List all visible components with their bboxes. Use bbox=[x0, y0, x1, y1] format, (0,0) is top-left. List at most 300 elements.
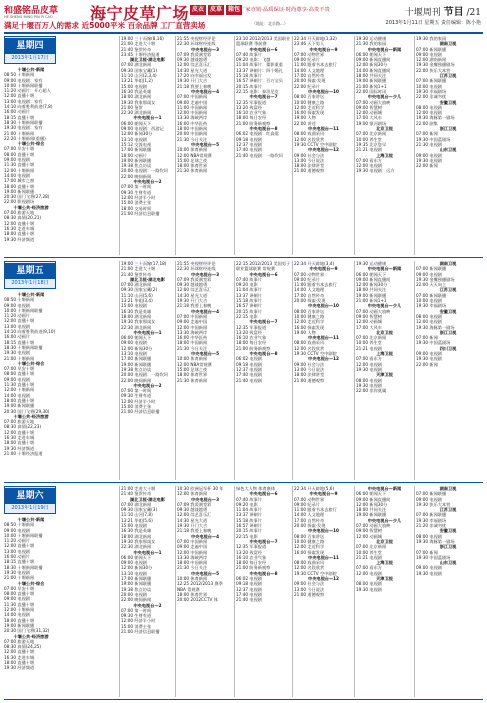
program-entry: 12:00 动画城 bbox=[356, 110, 382, 116]
program-entry: 07:00 新闻 bbox=[416, 335, 438, 341]
program-entry: 19:00 新闻联播 bbox=[356, 292, 387, 298]
program-entry: 16:00 探索发现 bbox=[294, 110, 325, 116]
program-entry: 20:15 故事片 bbox=[236, 83, 262, 89]
program-entry: 21:21 电视剧 bbox=[356, 345, 382, 351]
program-entry: 11:04 故事片 bbox=[236, 287, 262, 293]
program-entry: 07:00 中国新闻 bbox=[177, 538, 208, 544]
program-entry: 12:37 电视剧 bbox=[236, 586, 262, 592]
program-entry: 13:00 电视剧：家有 bbox=[4, 98, 43, 104]
program-entry: 14:30 星光大道 bbox=[177, 67, 208, 73]
schedule-column bbox=[356, 261, 413, 480]
program-entry: 18:30 十堰新闻联播 bbox=[4, 344, 43, 350]
program-entry: 09:30 国家宝藏(2) bbox=[121, 287, 158, 293]
program-entry: 07:00 旅游天地 bbox=[4, 210, 35, 216]
program-entry: 16:10 农业气象 bbox=[236, 335, 267, 341]
program-entry: 12:00 综艺喜乐汇 bbox=[177, 512, 212, 518]
program-entry: 19:00 三十而嫁(17,18) bbox=[121, 261, 167, 266]
channel-heading: 浙江卫视 bbox=[439, 329, 457, 335]
column-divider bbox=[414, 36, 415, 255]
header-divider bbox=[4, 32, 483, 34]
program-entry: 07:00 湖北新闻 bbox=[121, 282, 152, 288]
program-entry: 06:02 电视剧：红高粱 bbox=[236, 131, 279, 137]
program-entry: 12:00 直播十堰 bbox=[4, 543, 35, 549]
program-entry: 21:21 电视剧 bbox=[356, 147, 382, 153]
program-entry: 19:38 焦点访谈 bbox=[121, 163, 152, 169]
channel-heading: 上海卫视 bbox=[376, 560, 393, 566]
program-entry: 07:00 动画大放映 bbox=[356, 308, 391, 314]
program-entry: 13:00 今日说法 bbox=[294, 157, 325, 163]
program-entry: 10:00 养生堂 bbox=[356, 136, 382, 142]
program-entry: 21:40 鉴赏传奇 bbox=[121, 46, 152, 52]
schedule-column bbox=[416, 261, 480, 480]
program-entry: 12:00 电视剧 bbox=[356, 361, 382, 367]
program-entry: 15:00 消费主张 bbox=[121, 623, 152, 629]
program-entry: 16:10 农业气象 bbox=[236, 554, 267, 560]
program-entry: 18:00 中国新闻 bbox=[177, 560, 208, 566]
program-entry: 12:00 十堰新闻 bbox=[4, 167, 35, 173]
channel-heading: 中央电视台—11 bbox=[308, 554, 339, 560]
channel-heading: 中央电视台—3 bbox=[190, 271, 220, 277]
program-entry: 12:00 动画城 bbox=[356, 319, 382, 325]
program-entry: 07:00 新闻联播 bbox=[416, 266, 447, 272]
program-entry: 08:00 戏曲采风 bbox=[294, 131, 325, 137]
program-entry: 14:00 电视剧 bbox=[4, 612, 30, 618]
program-entry: 22:00 新闻 bbox=[416, 361, 438, 367]
program-entry: 08:00 电视剧 bbox=[356, 581, 382, 587]
ad-address: （地址：北京路...） bbox=[252, 21, 288, 26]
channel-heading: 十堰公共·综合 bbox=[17, 580, 45, 586]
program-entry: 13:37 译制片 bbox=[236, 512, 262, 518]
program-entry: 13:21 华姐(1,2) bbox=[121, 78, 153, 84]
channel-heading: 山东卫视 bbox=[439, 147, 457, 153]
channel-heading: 中央电视台—6 bbox=[249, 46, 278, 52]
program-entry: 09:00 智慧树 bbox=[356, 313, 382, 319]
program-entry: 14:00 电视剧 bbox=[4, 172, 30, 178]
channel-heading: 江苏卫视 bbox=[439, 507, 457, 513]
program-entry: 09:00 新闻直播间 bbox=[356, 496, 391, 502]
column-divider bbox=[234, 486, 235, 697]
column-divider bbox=[234, 261, 235, 480]
program-entry: 16:57 译制片：百万宝贝 bbox=[236, 78, 283, 84]
channel-heading: 安徽卫视 bbox=[439, 528, 457, 534]
program-entry: 18:00 湖北新闻 bbox=[121, 313, 152, 319]
program-entry: 21:40 电视剧 bbox=[236, 597, 262, 603]
program-entry: 13:10 电视剧 bbox=[121, 570, 147, 576]
column-divider bbox=[175, 486, 176, 697]
program-entry: 10:00 电视剧 bbox=[416, 83, 442, 89]
program-entry: 19:30 电视剧：家有 bbox=[4, 125, 43, 131]
program-entry: 09:00 电视剧 bbox=[4, 596, 30, 602]
program-entry: 19:00 新闻联播 bbox=[4, 188, 35, 194]
program-entry: 11:00 跟着书本去旅行 bbox=[294, 62, 337, 68]
schedule-column bbox=[416, 36, 480, 255]
channel-heading: 中央电视台—1 bbox=[133, 549, 162, 555]
day-label-box bbox=[4, 36, 56, 64]
program-entry: 09:18 电视剧 bbox=[236, 361, 262, 367]
program-entry: 21:00 十堰新闻 bbox=[4, 355, 35, 361]
program-entry: 09:20 电影 bbox=[236, 282, 258, 288]
program-entry: 15:00 消费主张 bbox=[121, 404, 152, 410]
program-entry: 12:35 军事报道 bbox=[236, 324, 267, 330]
program-entry: 09:00 电视剧 bbox=[416, 351, 442, 357]
channel-heading: 中央电视台—6 bbox=[249, 491, 278, 497]
program-entry: 13:30 海峡两岸 bbox=[177, 115, 208, 121]
program-entry: 09:00 电视剧 bbox=[416, 496, 442, 502]
program-entry: 16:00 探索发现 bbox=[294, 324, 325, 330]
schedule-column bbox=[236, 261, 291, 480]
program-entry: 18:00 直播十堰 bbox=[4, 231, 35, 237]
program-entry: 08:00 电视剧 bbox=[416, 533, 442, 539]
program-entry: 22:00 纪录片 bbox=[294, 83, 320, 89]
program-entry: 职业篮球联赛 常规赛 bbox=[236, 266, 276, 272]
program-entry: 15:00 电视剧 bbox=[121, 83, 147, 89]
column-divider bbox=[175, 36, 176, 255]
program-entry: 21:30 今日关注 bbox=[177, 345, 208, 351]
program-entry: 07:00 动物世界 bbox=[294, 271, 325, 277]
channel-heading: 中央电视台—7 bbox=[249, 94, 278, 100]
program-entry: 18:15 直播十堰 bbox=[4, 559, 35, 565]
program-entry: 09:30 国家宝藏(3) bbox=[121, 507, 158, 513]
program-entry: 21:00 走进大十堰 bbox=[121, 486, 156, 491]
program-entry: 15:00 电视剧 bbox=[121, 303, 147, 309]
program-entry: 12:00 名段欣赏 bbox=[294, 565, 325, 571]
ad-tag: 皮草 bbox=[210, 6, 223, 13]
program-entry: 19:30 海豚第一剧场 bbox=[416, 538, 455, 544]
program-entry: 20:00 2012CCTV 体 bbox=[177, 597, 218, 603]
channel-heading: 中央电视台—2 bbox=[133, 602, 162, 608]
program-entry: 20:15 故事片 bbox=[236, 308, 262, 314]
program-entry: 07:40 故事片 bbox=[236, 276, 262, 282]
program-entry: 11:30 直播十堰 bbox=[4, 162, 35, 168]
program-entry: 18:00 共同关注 bbox=[356, 73, 387, 79]
channel-heading: 江苏卫视 bbox=[439, 73, 457, 79]
program-entry: 21:55 央视财经评论 bbox=[177, 36, 216, 41]
program-entry: 21:18 我要上春晚 bbox=[177, 528, 212, 534]
program-entry: 13:20 致富经 bbox=[236, 549, 262, 555]
program-entry: 09:00 电视剧 bbox=[4, 527, 30, 533]
channel-heading: 上海卫视 bbox=[376, 351, 393, 357]
channel-heading: 十堰公共·新闻 bbox=[17, 517, 45, 522]
channel-heading: 中央电视台—9 bbox=[309, 491, 338, 497]
program-entry: 15:00 电视剧 bbox=[121, 523, 147, 529]
schedule-column bbox=[121, 36, 174, 255]
program-entry: 10:00 十堰新闻联播 bbox=[4, 82, 43, 88]
channel-heading: 湖南卫视 bbox=[439, 261, 457, 266]
program-entry: 19:30 中国蓝剧场 bbox=[416, 340, 451, 346]
program-entry: 16:00 中华医药 bbox=[177, 335, 208, 341]
column-divider bbox=[354, 36, 355, 255]
program-entry: 09:30 生财有道 bbox=[121, 189, 152, 195]
schedule-date: 2013年1月18日 bbox=[11, 280, 49, 286]
program-entry: 19:30 我家那闺女 bbox=[121, 538, 156, 544]
program-entry: 19:30 海豚第一剧场 bbox=[416, 115, 455, 121]
program-entry: 10:00 体育新闻 bbox=[177, 356, 208, 362]
channel-heading: 上海卫视 bbox=[376, 152, 393, 158]
program-entry: 22:30 湖北新闻 bbox=[121, 324, 152, 330]
program-entry: 23:46 天下男人 bbox=[294, 41, 325, 47]
program-entry: 16:57 译制片 bbox=[236, 303, 262, 309]
program-entry: 16:30 走进车城 bbox=[4, 654, 35, 660]
channel-heading: 中央电视台—6 bbox=[249, 271, 278, 277]
channel-heading: 十堰公共·经济旅游 bbox=[13, 413, 49, 419]
program-entry: 19:30 电视剧 bbox=[356, 366, 382, 372]
channel-heading: 浙江卫视 bbox=[439, 126, 457, 132]
program-entry: 10:00 体育新闻 bbox=[177, 576, 208, 582]
program-entry: 19:30 我的家园 bbox=[416, 36, 447, 41]
program-entry: 11:00 跟着书本去旅行 bbox=[294, 282, 337, 288]
program-entry: 06:00 朝闻天下 bbox=[356, 271, 387, 277]
program-entry: 19:30 金鹰独播剧场 bbox=[416, 62, 455, 68]
schedule-column bbox=[236, 486, 291, 697]
program-entry: 14:00 人文地理 bbox=[294, 67, 325, 73]
program-entry: 18:30 十堰新闻联播 bbox=[4, 564, 43, 570]
channel-heading: 天津卫视 bbox=[376, 576, 393, 582]
program-entry: 12:37 电视剧 bbox=[236, 141, 262, 147]
program-entry: 19:38 焦点访谈 bbox=[121, 586, 152, 592]
program-entry: 21:30 体育新闻 bbox=[177, 377, 208, 383]
program-entry: 14:00 新闻直播间 bbox=[356, 67, 391, 73]
channel-heading: 中央电视台—1 bbox=[133, 115, 162, 121]
program-entry: 21:00 道德观察 bbox=[294, 377, 325, 383]
weekday-label: 星期五 bbox=[5, 263, 55, 279]
column-divider bbox=[119, 486, 120, 697]
channel-heading: 中央电视台—10 bbox=[308, 303, 339, 309]
program-entry: 09:18 电视剧 bbox=[236, 136, 262, 142]
program-entry: 13:00 今日说法 bbox=[294, 366, 325, 372]
program-entry: 21:30 体育新闻 bbox=[177, 168, 208, 174]
program-entry: 10:00 电视剧 bbox=[416, 298, 442, 304]
program-entry: 09:00 纪录片 bbox=[294, 57, 320, 63]
program-entry: 08:00 百家讲坛 bbox=[294, 94, 325, 100]
program-entry: 篮球联赛 季前赛 bbox=[236, 41, 267, 47]
schedule-column bbox=[416, 486, 480, 697]
program-entry: 19:30 CCTV 空中剧院 bbox=[294, 351, 337, 357]
program-entry: 18:30 十堰新闻联播 bbox=[4, 119, 43, 125]
program-entry: 06:00 朝闻天下 bbox=[121, 554, 152, 560]
program-entry: 10:00 健康之路 bbox=[294, 538, 325, 544]
program-entry: 18:00 直播十堰 bbox=[4, 617, 35, 623]
column-divider bbox=[119, 261, 120, 480]
channel-heading: 北京卫视 bbox=[376, 329, 393, 335]
program-entry: 22:15 电影 bbox=[236, 533, 258, 539]
program-entry: 12:00 直播十堰 bbox=[4, 220, 35, 226]
program-entry: 06:02 电视剧 bbox=[236, 356, 262, 362]
program-entry: 21:20 非诚勿扰 bbox=[416, 523, 447, 529]
program-entry: 19:00 新闻联播 bbox=[356, 512, 387, 518]
program-entry: 07:00 动物世界 bbox=[294, 51, 325, 57]
program-entry: 22:00 国际时讯 bbox=[356, 88, 387, 94]
program-entry: 17:00 自然传奇 bbox=[294, 517, 325, 523]
program-entry: 12:00 动画城 bbox=[356, 533, 382, 539]
program-entry: 22:00 晚间新闻 bbox=[121, 597, 152, 603]
channel-heading: 中央电视台—9 bbox=[309, 266, 338, 272]
program-entry: 12:00 综艺喜乐汇 bbox=[177, 287, 212, 293]
program-entry: 19:35 北京您早 bbox=[356, 141, 387, 147]
program-entry: 09:00 社会与法 bbox=[294, 361, 325, 367]
column-divider bbox=[354, 486, 355, 697]
program-entry: 16:10 农业气象 bbox=[236, 110, 267, 116]
program-entry: 21:00 十堰新闻 bbox=[4, 130, 35, 136]
program-entry: 14:00 人文地理 bbox=[294, 287, 325, 293]
program-entry: 20:00 中国新闻 bbox=[177, 131, 208, 137]
program-entry: 15:00 消费主张 bbox=[121, 200, 152, 206]
program-entry: 07:40 故事片 bbox=[236, 51, 262, 57]
program-entry: 09:00 新闻直播间 bbox=[356, 57, 391, 63]
channel-heading: 十堰公共·经济旅游 bbox=[13, 204, 49, 210]
program-entry: 12:00 名段欣赏 bbox=[294, 345, 325, 351]
ad-tag: 皮衣 bbox=[192, 6, 205, 13]
channel-heading: 中央电视台—5 bbox=[190, 141, 220, 147]
program-entry: 21:30 电视剧 bbox=[416, 141, 442, 147]
program-entry: 07:00 早安十堰 bbox=[4, 146, 35, 152]
channel-heading: 中央电视台—5 bbox=[190, 570, 220, 576]
program-entry: 13:30 海峡两岸 bbox=[177, 329, 208, 335]
program-entry: 20:30 国门飞将(31,32) bbox=[4, 628, 50, 634]
program-entry: 10:00 十堰新闻联播 bbox=[4, 532, 43, 538]
channel-heading: 中央电视台—少儿 bbox=[367, 517, 402, 523]
program-entry: 13:00 今日说法 bbox=[294, 586, 325, 592]
program-entry: 09:00 电视剧：家有 bbox=[4, 77, 43, 83]
program-entry: 12:35 军事报道 bbox=[236, 99, 267, 105]
program-entry: 16:00 动画片 bbox=[4, 334, 30, 340]
program-entry: 17:00 新闻联播 bbox=[121, 147, 152, 153]
program-entry: 19:00 新闻联播 bbox=[121, 581, 152, 587]
day-block bbox=[4, 486, 483, 700]
program-entry: 07:00 中国新闻 bbox=[177, 94, 208, 100]
program-entry: 08:00 戏曲采风 bbox=[294, 560, 325, 566]
channel-heading: 中央电视台—4 bbox=[190, 308, 220, 314]
program-entry: 22:00 天天向上 bbox=[416, 282, 447, 288]
program-entry: 19:30 电视剧 bbox=[356, 382, 382, 388]
channel-heading: 中央电视台—2 bbox=[133, 179, 162, 185]
program-entry: 19:00 人物 bbox=[294, 329, 316, 335]
program-entry: 18:00 法律讲堂 bbox=[294, 163, 325, 169]
program-entry: 18:00 直播十堰 bbox=[4, 183, 35, 189]
program-entry: 09:00 电视剧 bbox=[416, 271, 442, 277]
program-entry: 22:00 剧集 bbox=[416, 120, 438, 126]
program-entry: 12:00 直播十堰 bbox=[4, 93, 35, 99]
channel-heading: 十堰公共·新闻 bbox=[17, 67, 45, 72]
weekday-label: 星期六 bbox=[5, 488, 55, 504]
program-entry: 08:00 电视剧 bbox=[416, 104, 442, 110]
program-entry: 07:00 新闻 bbox=[416, 549, 438, 555]
program-entry: 19:30 经济频道 bbox=[4, 236, 35, 242]
program-entry: 09:00 走遍中国 bbox=[177, 99, 208, 105]
program-entry: 16:30 我是英雄 bbox=[121, 528, 152, 534]
schedule-column bbox=[121, 486, 174, 697]
program-entry: 19:38 焦点访谈 bbox=[121, 366, 152, 372]
program-entry: 21:18 我要上春晚 bbox=[177, 303, 212, 309]
program-entry: 21:21 电视剧 bbox=[356, 554, 382, 560]
program-entry: 12:00 经济半小时 bbox=[121, 194, 156, 200]
schedule-column bbox=[4, 517, 58, 697]
program-entry: 21:18 我要上春晚 bbox=[177, 83, 212, 89]
program-entry: 06:00 朝闻天下 bbox=[121, 335, 152, 341]
program-entry: 21:00 经济信息联播 bbox=[121, 629, 160, 635]
program-entry: 13:00 电视剧 bbox=[4, 548, 30, 554]
program-entry: 19:30 电视剧 bbox=[4, 569, 30, 575]
program-entry: 19:30 经济频道 bbox=[4, 445, 35, 451]
weekday-label: 星期四 bbox=[5, 38, 55, 54]
program-entry: 22:30 环球财经连线 bbox=[177, 41, 216, 47]
program-entry: 19:30 电视剧 bbox=[4, 350, 30, 356]
program-entry: 07:00 看东方 bbox=[356, 157, 382, 163]
program-entry: 09:00 电视剧 bbox=[4, 157, 30, 163]
program-entry: 08:30 真情(24,25) bbox=[4, 644, 42, 650]
program-entry: 09:00 电视剧 bbox=[416, 152, 442, 158]
program-entry: 13:21 华姐(3,4) bbox=[121, 298, 153, 304]
program-entry: 07:00 湖北新闻 bbox=[121, 501, 152, 507]
schedule-column bbox=[177, 261, 233, 480]
channel-heading: 江苏卫视 bbox=[439, 287, 457, 293]
program-entry: 21:40 电视剧：一路坎坷 bbox=[236, 152, 283, 158]
program-entry: 21:00 经济信息联播 bbox=[121, 409, 160, 415]
program-entry: 16:30 走进车城 bbox=[4, 225, 35, 231]
program-entry: 11:10 山河(5,6) bbox=[121, 292, 153, 298]
program-entry: 21:00 新闻1+1 bbox=[356, 83, 387, 89]
column-divider bbox=[234, 36, 235, 255]
schedule-column bbox=[294, 261, 353, 480]
program-entry: 22:00 讲述 bbox=[294, 120, 316, 126]
program-entry: 12:00 新闻30分 bbox=[121, 345, 153, 351]
program-entry: 16:30 我是英雄 bbox=[121, 308, 152, 314]
brand-logo-subtitle: HE SHENG MING PIN PI CAO bbox=[4, 15, 53, 19]
program-entry: 07:09 我爱满堂彩 bbox=[177, 51, 212, 57]
program-entry: 22:00 影视剧场 bbox=[4, 199, 35, 205]
channel-heading: 北京卫视 bbox=[376, 126, 393, 132]
program-entry: 19:00 新闻联播 bbox=[121, 361, 152, 367]
program-entry: 19:30 中国蓝剧场 bbox=[416, 136, 451, 142]
program-entry: 08:50 十堰新闻 bbox=[4, 522, 35, 528]
program-entry: 12:00 走近科学 bbox=[294, 104, 325, 110]
program-entry: 12:00 直播十堰 bbox=[4, 649, 35, 655]
program-entry: 07:00 新闻 bbox=[416, 131, 438, 137]
program-entry: 18:00 每日农经 bbox=[236, 115, 267, 121]
channel-heading: 十堰公共·新闻 bbox=[17, 292, 45, 297]
program-entry: 19:30 电视剧 bbox=[416, 356, 442, 362]
program-entry: 12:00 体育新闻 bbox=[177, 491, 208, 497]
channel-heading: 中央电视台—10 bbox=[308, 528, 339, 534]
program-entry: 09:30 越战越勇 bbox=[177, 282, 208, 288]
program-entry: 09:00 智慧树 bbox=[356, 528, 382, 534]
channel-heading: 中央电视台—8 bbox=[249, 351, 278, 357]
program-entry: 19:30 电视剧 bbox=[416, 157, 442, 163]
program-entry: 07:00 第一时间 bbox=[121, 607, 152, 613]
program-entry: 17:00 新闻联播 bbox=[121, 356, 152, 362]
program-entry: 07:09 我爱满堂彩 bbox=[177, 276, 212, 282]
program-entry: NBA 常规赛 bbox=[177, 586, 200, 592]
program-entry: 10:00 体育新闻 bbox=[177, 147, 208, 153]
program-entry: 07:00 动物世界 bbox=[294, 496, 325, 502]
page-number: /21 bbox=[466, 8, 481, 18]
channel-heading: 山东卫视 bbox=[439, 560, 457, 566]
program-entry: 17:00 大风车 bbox=[356, 115, 382, 121]
program-entry: 12:00 电视剧 bbox=[416, 319, 442, 325]
program-entry: 08:00 直播十堰 bbox=[4, 591, 35, 597]
program-entry: 20:00 电视剧 bbox=[121, 591, 147, 597]
program-entry: 12:00 电视剧 bbox=[356, 163, 382, 169]
program-entry: 21:00 经济信息联播 bbox=[121, 210, 160, 216]
program-entry: 19:30 海豚第一剧场 bbox=[416, 324, 455, 330]
program-entry: 11:30 直播十堰 bbox=[4, 382, 35, 388]
program-entry: 12:00 走近科学 bbox=[294, 544, 325, 550]
program-entry: 12:00 新闻30分 bbox=[356, 282, 388, 288]
program-entry: 13:20 致富经 bbox=[236, 104, 262, 110]
program-entry: 07:00 早安十堰 bbox=[4, 366, 35, 372]
program-entry: 19:00 新闻联播 bbox=[356, 78, 387, 84]
program-entry: 18:00 湖北新闻 bbox=[121, 533, 152, 539]
program-entry: 12:00 电视剧 bbox=[416, 110, 442, 116]
